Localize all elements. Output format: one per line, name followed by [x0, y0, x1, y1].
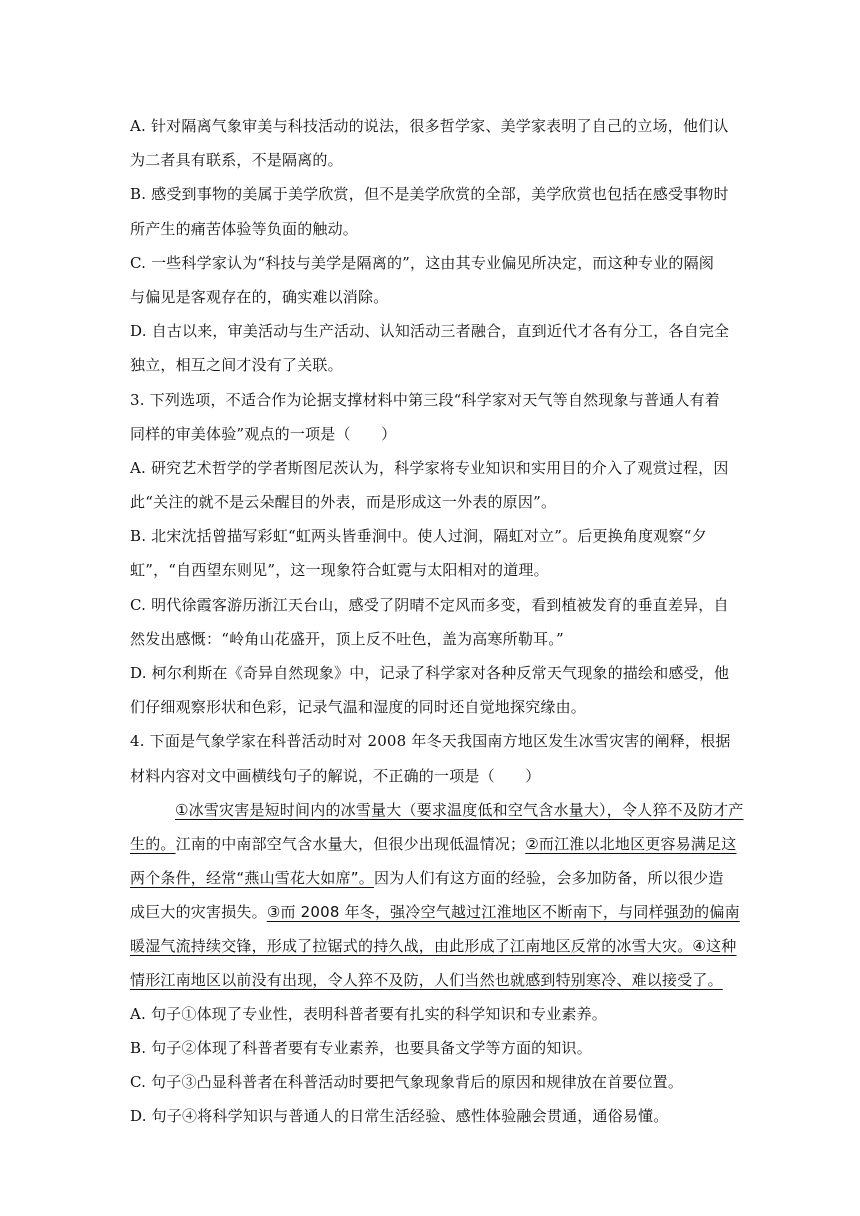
underlined-sentence-4: ④这种: [692, 936, 737, 955]
underlined-sentence-1: ①冰雪灾害是短时间内的冰雪量大（要求温度低和空气含水量大），令人猝不及防才产: [175, 800, 744, 819]
option-a-line-2: 为二者具有联系，不是隔离的。: [130, 151, 343, 170]
question-3-option-b-line-2: 虹”，“自西望东则见”，这一现象符合虹霓与太阳相对的道理。: [130, 561, 549, 580]
passage-text: 成巨大的灾害损失。: [130, 902, 267, 921]
underlined-sentence-3-end: 暖湿气流持续交锋，形成了拉锯式的持久战，由此形成了江南地区反常的冰雪大灾。: [130, 936, 693, 955]
option-d-line-2: 独立，相互之间才没有了关联。: [130, 356, 343, 375]
underlined-sentence-4-end: 情形江南地区以前没有出现，令人猝不及防，人们当然也就感到特别寒冷、难以接受了。: [130, 970, 723, 989]
passage-line-3: [130, 861, 730, 895]
question-3-stem-line-2: 同样的审美体验”观点的一项是（ ）: [130, 424, 397, 443]
underlined-sentence-2: ②而江淮以北地区更容易满足这: [525, 834, 737, 853]
question-4-stem-line-2: 材料内容对文中画横线句子的解说，不正确的一项是（ ）: [130, 766, 541, 785]
question-3-option-c-line-1: C. 明代徐霞客游历浙江天台山，感受了阴晴不定风而多变，看到植被发育的垂直差异，自: [130, 595, 729, 614]
option-b-line-1: B. 感受到事物的美属于美学欣赏，但不是美学欣赏的全部，美学欣赏也包括在感受事物时: [130, 185, 729, 204]
page-content: [130, 109, 744, 1134]
passage-text: 江南的中南部空气含水量大，但很少出现低温情况；: [175, 834, 526, 853]
underlined-sentence-2-end: 两个条件，经常“燕山雪花大如席”。: [130, 868, 374, 887]
option-c-line-2: 与偏见是客观存在的，确实难以消除。: [130, 287, 389, 306]
question-3-stem-line-1: 3. 下列选项，不适合作为论据支撑材料中第三段“科学家对天气等自然现象与普通人有着: [130, 390, 720, 409]
passage-line-4: [130, 895, 740, 929]
option-d-line-1: D. 自古以来，审美活动与生产活动、认知活动三者融合，直到近代才各有分工，各自完全: [130, 322, 730, 341]
passage-line-1: [130, 793, 744, 827]
option-a-line-1: A. 针对隔离气象审美与科技活动的说法，很多哲学家、美学家表明了自己的立场，他们认: [130, 117, 729, 135]
question-3-option-a-line-2: 此“关注的就不是云朵醒目的外表，而是形成这一外表的原因”。: [130, 493, 557, 512]
question-4-option-b: B. 句子②体现了科普者要有专业素养，也要具备文学等方面的知识。: [130, 1038, 592, 1057]
question-3-option-c-line-2: 然发出感慨：“岭角山花盛开，顶上反不吐色，盖为高寒所勒耳。”: [130, 629, 564, 648]
question-4-option-c: C. 句子③凸显科普者在科普活动时要把气象现象背后的原因和规律放在首要位置。: [130, 1073, 684, 1092]
question-3-option-a-line-1: A. 研究艺术哲学的学者斯图尼茨认为，科学家将专业知识和实用目的介入了观赏过程，因: [130, 458, 729, 477]
passage-line-5: [130, 929, 737, 963]
option-c-line-1: C. 一些科学家认为“科技与美学是隔离的”，这由其专业偏见所决定，而这种专业的隔阂: [130, 253, 715, 272]
passage-line-2: [130, 827, 737, 861]
underlined-sentence-3: ③而 2008 年冬，强冷空气越过江淮地区不断南下，与同样强劲的偏南: [266, 902, 740, 921]
passage-text: 因为人们有这方面的经验，会多加防备，所以很少造: [373, 868, 724, 887]
question-3-option-d-line-2: 们仔细观察形状和色彩，记录气温和湿度的同时还自觉地探究缘由。: [130, 698, 587, 717]
question-4-option-a: A. 句子①体现了专业性，表明科普者要有扎实的科学知识和专业素养。: [130, 1004, 607, 1023]
question-3-option-b-line-1: B. 北宋沈括曾描写彩虹“虹两头皆垂涧中。使人过涧，隔虹对立”。后更换角度观察“夕: [130, 527, 707, 546]
underlined-sentence-1-end: 生的。: [130, 834, 176, 853]
question-4-stem-line-1: 4. 下面是气象学家在科普活动时对 2008 年冬天我国南方地区发生冰雪灾害的阐释，根据: [130, 732, 731, 751]
option-b-line-2: 所产生的痛苦体验等负面的触动。: [130, 219, 359, 238]
question-4-option-d: D. 句子④将科学知识与普通人的日常生活经验、感性体验融会贯通，通俗易懂。: [130, 1107, 669, 1126]
passage-line-6: [130, 963, 730, 997]
question-3-option-d-line-1: D. 柯尔利斯在《奇异自然现象》中，记录了科学家对各种反常天气现象的描绘和感受，他: [130, 664, 730, 682]
